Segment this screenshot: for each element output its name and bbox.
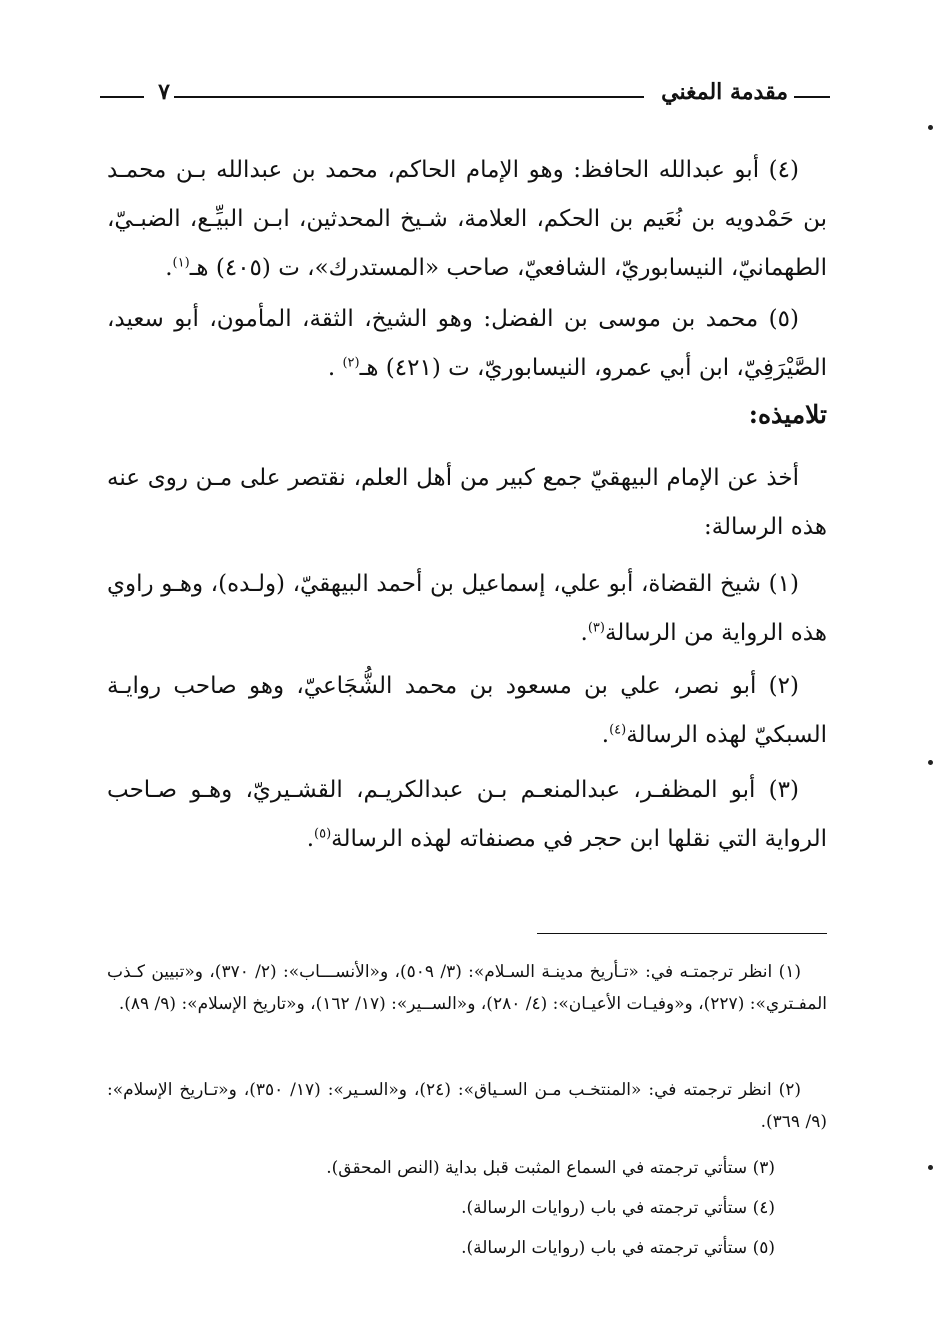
paragraph-text: (٤) أبو عبدالله الحافظ: وهو الإمام الحاكم، محمد بن عبدالله بـن محمـد بن حَمْدويه بن نُعَيم بن الحكم، العلامة، شـيخ المحدثين، ابـن البيِّـع، الضبـيّ، الطهمانيّ، النيسابوريّ، الشافعيّ، صاحب «المستدرك»، ت (٤٠٥) هـ (107, 157, 827, 281)
footnote (107, 1074, 827, 1138)
header-rule (100, 96, 144, 98)
paragraph-text: أخذ عن الإمام البيهقيّ جمع كبير من أهل العلم، نقتصر على مـن روى عنه هذه الرسالة: (107, 465, 827, 540)
footnote-text: (٥) ستأتي ترجمته في باب (روايات الرسالة). (461, 1238, 775, 1258)
paragraph-text: (٥) محمد بن موسى بن الفضل: وهو الشيخ، الثقة، المأمون، أبو سعيد، الصَّيْرَفِيّ، ابن أبي عمرو، النيسابوريّ، ت (٤٢١) هـ (107, 306, 827, 381)
footnote-ref: (٤) (609, 722, 627, 738)
footnote-ref: (٣) (587, 620, 605, 636)
paragraph: (٣) أبو المظفـر، عبدالمنعـم بـن عبدالكريـم، القشـيريّ، وهـو صـاحب الرواية التي نقلها ابن حجر في مصنفاته لهذه الرسالة$^{(٥)}$. (107, 777, 827, 852)
paragraph-text: (١) شيخ القضاة، أبو علي، إسماعيل بن أحمد البيهقيّ، (ولـده)، وهـو راوي هذه الرواية من الرسالة (107, 571, 827, 646)
paragraph-text: (٣) أبو المظفـر، عبدالمنعـم بـن عبدالكريـم، القشـيريّ، وهـو صـاحب الرواية التي نقلها ابن حجر في مصنفاته لهذه الرسالة (107, 777, 827, 852)
paragraph (107, 454, 827, 552)
scan-mark (928, 125, 933, 130)
footnote-text: (١) انظر ترجمتـه في: «تـأريخ مدينـة السـلام»: (٣/ ٥٠٩)، و«الأنســـاب»: (٢/ ٣٧٠)، و«تبيين كـذب المفـتري»: (٢٢٧)، و«وفيـات الأعيـان»: (٤/ ٢٨٠)، و«الســير»: (١٧/ ١٦٢)، و«تاريخ الإسلام»: (٩/ ٨٩). (107, 962, 827, 1014)
running-title: مقدمة المغني (661, 79, 788, 105)
footnote (107, 956, 827, 1020)
header-rule (794, 96, 830, 98)
footnote-text: (٣) ستأتي ترجمته في السماع المثبت قبل بداية (النص المحقق). (326, 1158, 775, 1178)
header-rule (174, 96, 644, 98)
footnote-ref: (٢) (342, 355, 360, 371)
footnote-text: (٤) ستأتي ترجمته في باب (روايات الرسالة). (461, 1198, 775, 1218)
page-number: ٧ (158, 79, 170, 105)
scan-mark (928, 760, 933, 765)
running-header (100, 76, 830, 116)
footnote-ref: (١) (172, 255, 190, 271)
footnote (107, 1152, 827, 1184)
footnote (107, 1192, 827, 1224)
paragraph: (٢) أبو نصر، علي بن مسعود بن محمد الشُّجَاعيّ، وهو صاحب روايـة السبكيّ لهذه الرسالة$^{(٤)}$. (107, 673, 827, 748)
footnote-separator (537, 933, 827, 934)
paragraph: (١) شيخ القضاة، أبو علي، إسماعيل بن أحمد البيهقيّ، (ولـده)، وهـو راوي هذه الرواية من الرسالة$^{(٣)}$. (107, 571, 827, 646)
paragraph: (٤) أبو عبدالله الحافظ: وهو الإمام الحاكم، محمد بن عبدالله بـن محمـد بن حَمْدويه بن نُعَيم بن الحكم، العلامة، شـيخ المحدثين، ابـن البيِّـع، الضبـيّ، الطهمانيّ، النيسابوريّ، الشافعيّ، صاحب «المستدرك»، ت (٤٠٥) هـ$^{(١)}$. (107, 157, 827, 281)
footnote (107, 1232, 827, 1264)
footnote-ref: (٥) (314, 826, 332, 842)
footnote-text: (٢) انظر ترجمته في: «المنتخـب مـن السـياق»: (٢٤)، و«السـير»: (١٧/ ٣٥٠)، و«تـاريخ الإسلام»: (٩/ ٣٦٩). (107, 1080, 827, 1132)
paragraph-text: (٢) أبو نصر، علي بن مسعود بن محمد الشُّجَاعيّ، وهو صاحب روايـة السبكيّ لهذه الرسالة (107, 673, 827, 748)
section-heading: تلاميذه: (748, 400, 827, 429)
scan-mark (928, 1165, 933, 1170)
paragraph: (٥) محمد بن موسى بن الفضل: وهو الشيخ، الثقة، المأمون، أبو سعيد، الصَّيْرَفِيّ، ابن أبي عمرو، النيسابوريّ، ت (٤٢١) هـ$^{(٢)}$ . (107, 306, 827, 381)
